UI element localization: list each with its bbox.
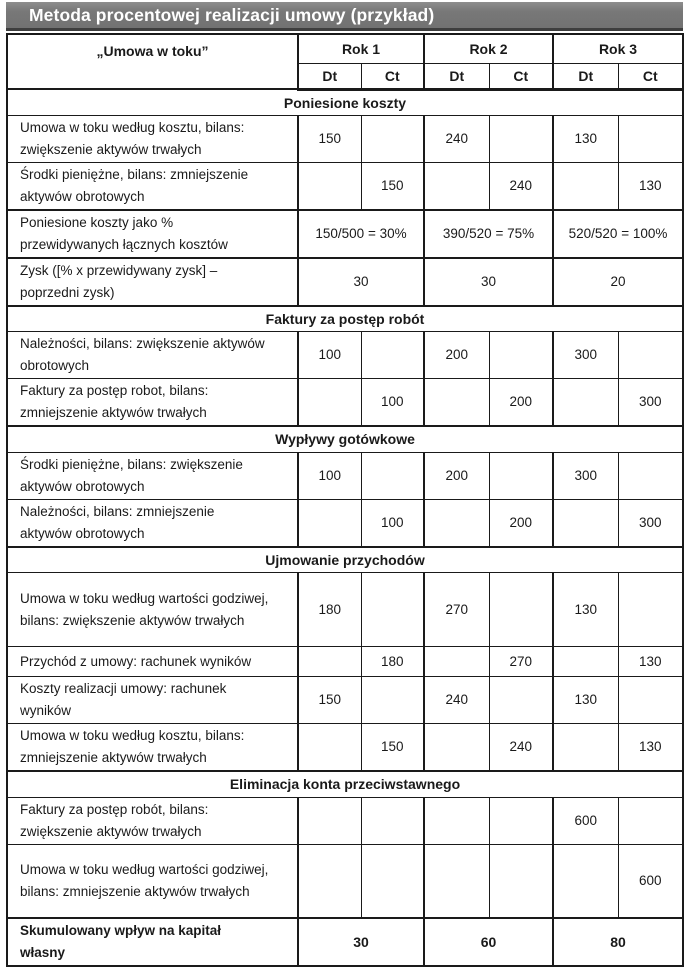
table-row	[7, 162, 683, 210]
table-row	[7, 452, 683, 499]
year-1-dt-value	[298, 499, 361, 547]
year-1-ct-value: 100	[361, 379, 424, 427]
section-title: Faktury za postęp robót	[7, 306, 683, 332]
year-1-dt-value: 100	[298, 332, 361, 379]
year-1-dt-value: 150	[298, 677, 361, 724]
table-body	[7, 89, 683, 966]
year-2-value: 60	[424, 918, 553, 966]
table-row	[7, 573, 683, 647]
row-label: Należności, bilans: zwiększenie aktywów obrotowych	[7, 332, 298, 379]
row-label: Poniesione koszty jako % przewidywanych łącznych kosztów	[7, 210, 298, 258]
year-2-dt-value	[424, 647, 489, 677]
year-3-value: 80	[553, 918, 683, 966]
year-3-value: 520/520 = 100%	[553, 210, 683, 258]
year-3-ct-value: 300	[618, 379, 683, 427]
section-title: Poniesione koszty	[7, 89, 683, 115]
year-3-ct-value: 130	[618, 162, 683, 210]
table-row	[7, 115, 683, 162]
year-3-dt-value	[553, 647, 618, 677]
year-2-ct-value	[489, 332, 553, 379]
year-3-dt-value: 300	[553, 452, 618, 499]
header-rok2-ct: Ct	[489, 63, 553, 89]
table-row	[7, 724, 683, 772]
year-1-dt-value: 100	[298, 452, 361, 499]
table-row	[7, 797, 683, 844]
header-rok1-dt: Dt	[298, 63, 361, 89]
cumulative-equity-row	[7, 918, 683, 966]
year-3-ct-value	[618, 797, 683, 844]
table-row	[7, 499, 683, 547]
year-1-dt-value	[298, 844, 361, 918]
year-3-ct-value	[618, 115, 683, 162]
header-rok1-ct: Ct	[361, 63, 424, 89]
row-label: Skumulowany wpływ na kapitał własny	[7, 918, 298, 966]
year-header-rok-2: Rok 2	[424, 34, 553, 63]
year-3-ct-value: 600	[618, 844, 683, 918]
year-1-value: 30	[298, 918, 424, 966]
row-label: Umowa w toku według wartości godziwej, bilans: zmniejszenie aktywów trwałych	[7, 844, 298, 918]
row-label: Należności, bilans: zmniejszenie aktywów obrotowych	[7, 499, 298, 547]
year-2-dt-value: 270	[424, 573, 489, 647]
table-row	[7, 258, 683, 306]
year-header-rok-3: Rok 3	[553, 34, 683, 63]
header-rok3-dt: Dt	[553, 63, 618, 89]
year-2-ct-value: 240	[489, 162, 553, 210]
row-label: Środki pieniężne, bilans: zmniejszenie aktywów obrotowych	[7, 162, 298, 210]
section-header-row	[7, 771, 683, 797]
year-1-ct-value	[361, 677, 424, 724]
year-1-ct-value	[361, 844, 424, 918]
year-header-rok-1: Rok 1	[298, 34, 424, 63]
section-title: Eliminacja konta przeciwstawnego	[7, 771, 683, 797]
year-3-ct-value: 300	[618, 499, 683, 547]
table-row	[7, 379, 683, 427]
table-row	[7, 844, 683, 918]
year-3-dt-value: 130	[553, 115, 618, 162]
page-title: Metoda procentowej realizacji umowy (przykład)	[29, 4, 435, 25]
row-label: Faktury za postęp robot, bilans: zmniejszenie aktywów trwałych	[7, 379, 298, 427]
year-2-ct-value	[489, 573, 553, 647]
year-2-ct-value	[489, 844, 553, 918]
year-2-dt-value	[424, 162, 489, 210]
row-label: Koszty realizacji umowy: rachunek wyników	[7, 677, 298, 724]
year-2-ct-value: 240	[489, 724, 553, 772]
year-2-ct-value	[489, 452, 553, 499]
section-header-row	[7, 547, 683, 573]
section-header-row	[7, 89, 683, 115]
row-label: Środki pieniężne, bilans: zwiększenie aktywów obrotowych	[7, 452, 298, 499]
year-3-dt-value: 300	[553, 332, 618, 379]
year-1-value: 150/500 = 30%	[298, 210, 424, 258]
table-row	[7, 210, 683, 258]
row-label: Faktury za postęp robót, bilans: zwiększenie aktywów trwałych	[7, 797, 298, 844]
year-1-dt-value: 150	[298, 115, 361, 162]
year-3-dt-value	[553, 844, 618, 918]
year-1-ct-value	[361, 573, 424, 647]
row-label: Przychód z umowy: rachunek wyników	[7, 647, 298, 677]
year-2-dt-value	[424, 499, 489, 547]
year-2-dt-value: 240	[424, 115, 489, 162]
year-2-dt-value: 240	[424, 677, 489, 724]
year-1-dt-value	[298, 724, 361, 772]
year-2-dt-value: 200	[424, 452, 489, 499]
header-rok2-dt: Dt	[424, 63, 489, 89]
table-row	[7, 677, 683, 724]
year-2-ct-value	[489, 797, 553, 844]
header-rok3-ct: Ct	[618, 63, 683, 89]
year-1-dt-value	[298, 797, 361, 844]
year-2-ct-value: 200	[489, 499, 553, 547]
table-title-bar	[6, 2, 683, 31]
year-1-dt-value: 180	[298, 573, 361, 647]
year-2-ct-value: 200	[489, 379, 553, 427]
row-label: Umowa w toku według wartości godziwej, bilans: zwiększenie aktywów trwałych	[7, 573, 298, 647]
table-row	[7, 332, 683, 379]
table-row	[7, 647, 683, 677]
row-label: Zysk ([% x przewidywany zysk] – poprzedni zysk)	[7, 258, 298, 306]
year-3-dt-value	[553, 724, 618, 772]
percentage-completion-table	[6, 33, 684, 967]
year-1-ct-value: 150	[361, 162, 424, 210]
year-1-ct-value: 150	[361, 724, 424, 772]
year-1-ct-value: 180	[361, 647, 424, 677]
year-3-ct-value	[618, 452, 683, 499]
year-3-dt-value: 600	[553, 797, 618, 844]
year-3-dt-value	[553, 379, 618, 427]
year-3-ct-value	[618, 573, 683, 647]
year-3-ct-value: 130	[618, 647, 683, 677]
year-2-ct-value: 270	[489, 647, 553, 677]
year-2-ct-value	[489, 115, 553, 162]
year-2-value: 30	[424, 258, 553, 306]
year-2-value: 390/520 = 75%	[424, 210, 553, 258]
section-title: Ujmowanie przychodów	[7, 547, 683, 573]
year-header-row	[7, 34, 683, 63]
section-header-row	[7, 306, 683, 332]
year-1-ct-value: 100	[361, 499, 424, 547]
year-1-ct-value	[361, 115, 424, 162]
year-2-dt-value: 200	[424, 332, 489, 379]
year-1-dt-value	[298, 647, 361, 677]
year-1-ct-value	[361, 797, 424, 844]
year-3-ct-value: 130	[618, 724, 683, 772]
year-3-dt-value	[553, 162, 618, 210]
year-3-dt-value: 130	[553, 677, 618, 724]
year-3-value: 20	[553, 258, 683, 306]
year-2-dt-value	[424, 844, 489, 918]
year-1-dt-value	[298, 162, 361, 210]
section-header-row	[7, 426, 683, 452]
year-1-ct-value	[361, 452, 424, 499]
corner-header-umowa-w-toku: „Umowa w toku”	[7, 34, 298, 89]
year-3-dt-value	[553, 499, 618, 547]
year-3-dt-value: 130	[553, 573, 618, 647]
year-3-ct-value	[618, 677, 683, 724]
year-2-dt-value	[424, 797, 489, 844]
section-title: Wypływy gotówkowe	[7, 426, 683, 452]
table-header	[7, 34, 683, 89]
year-2-dt-value	[424, 379, 489, 427]
year-1-dt-value	[298, 379, 361, 427]
year-1-ct-value	[361, 332, 424, 379]
year-2-ct-value	[489, 677, 553, 724]
row-label: Umowa w toku według kosztu, bilans: zmniejszenie aktywów trwałych	[7, 724, 298, 772]
row-label: Umowa w toku według kosztu, bilans: zwiększenie aktywów trwałych	[7, 115, 298, 162]
year-2-dt-value	[424, 724, 489, 772]
year-3-ct-value	[618, 332, 683, 379]
year-1-value: 30	[298, 258, 424, 306]
